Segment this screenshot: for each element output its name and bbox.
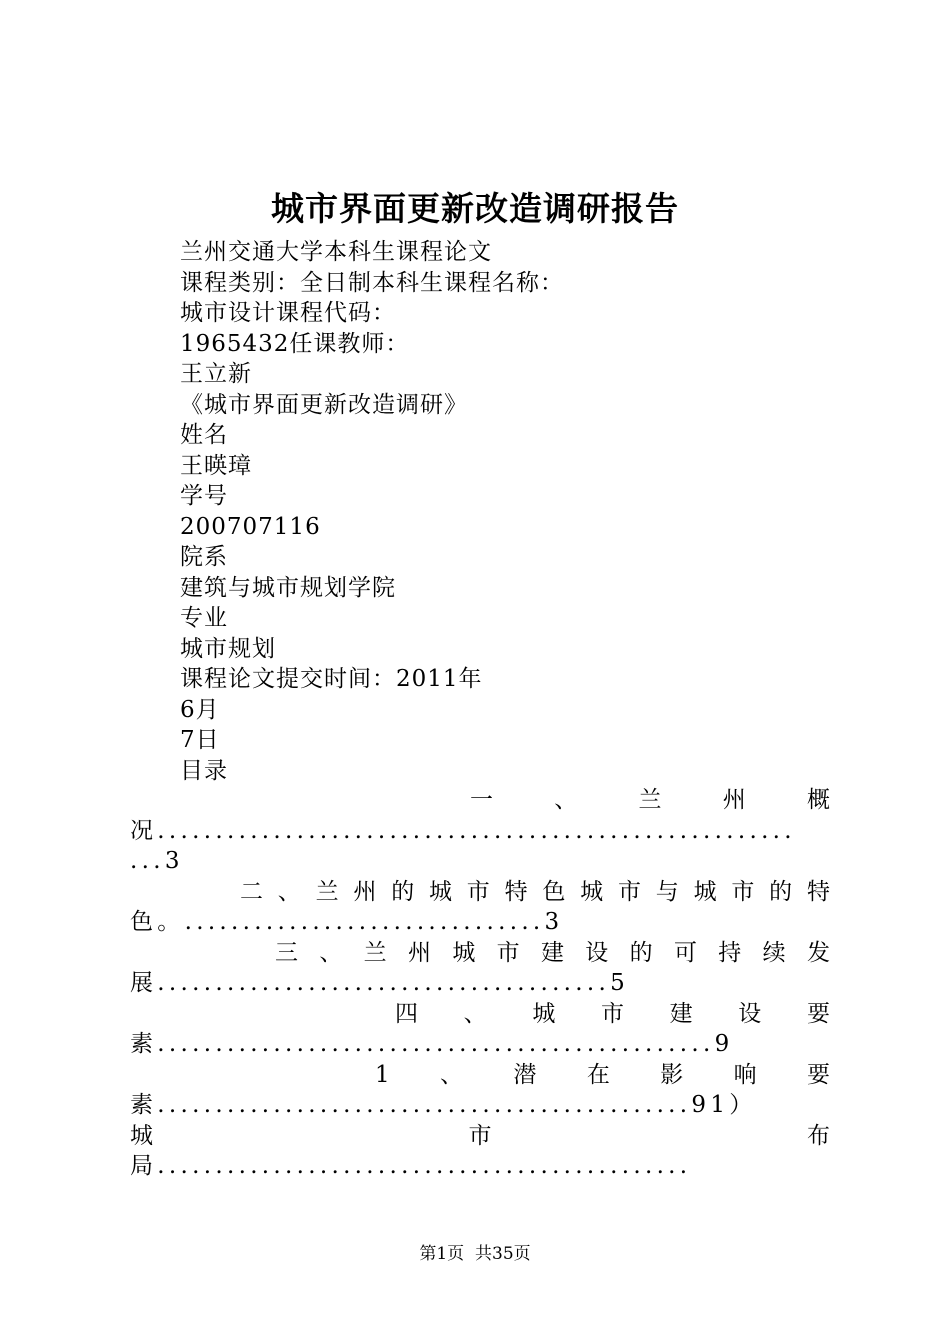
toc-heading-char: 州: [353, 878, 377, 905]
page-total: 共35页: [475, 1244, 531, 1264]
toc-heading-char: 州: [722, 787, 746, 813]
toc-heading-char: 可: [673, 939, 697, 966]
info-line: 7日: [180, 727, 220, 753]
toc-heading-char: 、: [319, 939, 343, 966]
info-line: 课程类别：全日制本科生课程名称：: [180, 269, 564, 296]
page-number: 第1页: [419, 1244, 465, 1264]
info-line: 《城市界面更新改造调研》: [180, 391, 468, 418]
toc-heading-char: 兰: [638, 787, 662, 813]
toc-heading-char: 的: [769, 878, 793, 905]
toc-heading-char: 1: [375, 1061, 390, 1088]
toc-entry-heading: [130, 999, 830, 1030]
toc-heading-char: 持: [718, 939, 742, 966]
toc-entry-leader: 素..............................................91）: [130, 1092, 757, 1118]
toc-heading-char: 城: [580, 878, 604, 905]
info-line: 兰州交通大学本科生课程论文: [180, 239, 492, 265]
toc-heading-char: 州: [407, 939, 431, 966]
toc-heading-char: 、: [440, 1061, 464, 1088]
toc-entry-leader: 素................................................9: [130, 1031, 734, 1057]
toc-heading-char: 城: [532, 1000, 556, 1027]
toc-entry-heading: [130, 877, 830, 908]
toc-heading-char: 建: [540, 939, 564, 966]
toc-heading-char: 市: [617, 878, 641, 905]
toc-entry-leader: 况.......................................................: [130, 817, 796, 844]
info-line: 目录: [180, 757, 228, 784]
info-line: 城市设计课程代码：: [180, 300, 396, 326]
toc-heading-char: 市: [731, 878, 755, 905]
toc-heading-char: 概: [807, 787, 830, 813]
page-footer: [0, 1242, 950, 1266]
info-line: 建筑与城市规划学院: [180, 574, 396, 601]
toc-entry-heading: [130, 1121, 830, 1152]
toc-heading-char: 市: [600, 1000, 624, 1027]
toc-heading-char: 四: [395, 1000, 418, 1027]
toc-heading-char: 的: [391, 878, 415, 905]
info-line: 王立新: [180, 361, 252, 387]
toc-heading-char: 建: [669, 1000, 693, 1027]
toc-entry-page: ...3: [130, 848, 184, 874]
toc-heading-char: 三: [275, 939, 298, 966]
toc-heading-char: 发: [806, 939, 830, 966]
toc-entry-leader: 展.......................................5: [130, 970, 630, 996]
toc-entry-leader: 局..............................................: [130, 1153, 692, 1179]
toc-heading-char: 兰: [315, 878, 339, 905]
info-line: 200707116: [180, 513, 321, 540]
toc-heading-char: 续: [762, 939, 786, 966]
toc-heading-char: 城: [428, 878, 452, 905]
info-line: 王暎璋: [180, 452, 252, 479]
info-line: 1965432任课教师：: [180, 330, 410, 357]
toc-heading-char: 、: [554, 787, 578, 813]
toc-heading-char: 的: [629, 939, 653, 966]
toc-heading-char: 设: [585, 939, 609, 966]
toc-entry-leader: 色。...............................3: [130, 909, 564, 935]
toc-heading-char: 市: [466, 878, 490, 905]
toc-heading-char: 市: [496, 939, 520, 966]
toc-heading-char: 设: [738, 1000, 762, 1027]
info-line: 专业: [180, 605, 228, 631]
toc-entry-heading: [130, 1060, 830, 1091]
toc-entry-heading: [130, 785, 830, 816]
toc-heading-char: 要: [806, 1061, 830, 1088]
info-line: 学号: [180, 483, 228, 509]
toc-heading-char: 与: [655, 878, 679, 905]
toc-entry-heading: [130, 938, 830, 969]
table-of-contents: [130, 785, 830, 1182]
toc-heading-char: 响: [733, 1061, 757, 1088]
toc-heading-char: 市: [468, 1122, 492, 1149]
toc-heading-char: 特: [806, 878, 830, 905]
info-line: 6月: [180, 696, 220, 723]
toc-heading-char: 影: [660, 1061, 684, 1088]
toc-heading-char: 色: [542, 878, 566, 905]
toc-heading-char: 布: [807, 1122, 830, 1149]
toc-heading-char: 潜: [513, 1061, 537, 1088]
toc-heading-char: 城: [452, 939, 476, 966]
toc-heading-char: 城: [130, 1122, 153, 1149]
toc-heading-char: 在: [586, 1061, 610, 1088]
toc-heading-char: 城: [693, 878, 717, 905]
toc-heading-char: 兰: [363, 939, 387, 966]
document-title: 城市界面更新改造调研报告: [271, 189, 679, 228]
info-line: 院系: [180, 544, 228, 570]
info-line: 城市规划: [180, 635, 276, 662]
toc-heading-char: 、: [463, 1000, 487, 1027]
info-block: [180, 237, 840, 786]
toc-heading-char: 二: [240, 878, 263, 905]
toc-heading-char: 特: [504, 878, 528, 905]
toc-heading-char: 、: [277, 878, 301, 905]
toc-heading-char: 一: [470, 787, 493, 813]
info-line: 姓名: [180, 422, 228, 448]
toc-heading-char: 要: [806, 1000, 830, 1027]
info-line: 课程论文提交时间：2011年: [180, 666, 483, 692]
